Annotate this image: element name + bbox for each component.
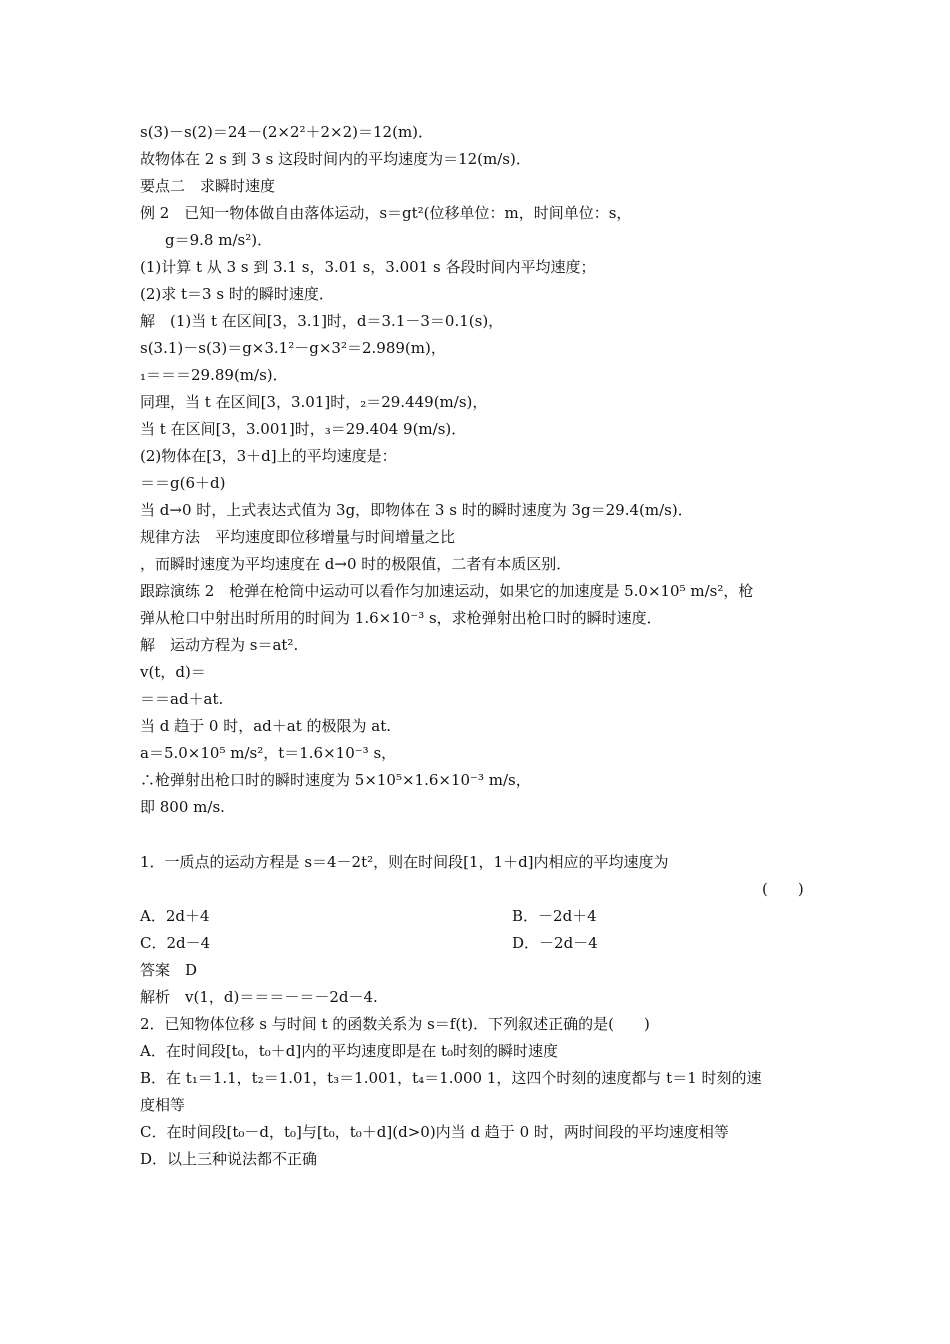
text-line: g＝9.8 m/s²)． <box>165 231 273 249</box>
text-line: 故物体在 2 s 到 3 s 这段时间内的平均速度为＝12(m/s)． <box>140 150 531 168</box>
practice-title: 跟踪演练 2 枪弹在枪筒中运动可以看作匀加速运动，如果它的加速度是 5.0×10⁵ m/s²，枪 <box>140 582 754 600</box>
answer-paren: ( ) <box>762 880 804 898</box>
text-line: 弹从枪口中射出时所用的时间为 1.6×10⁻³ s，求枪弹射出枪口时的瞬时速度． <box>140 609 662 627</box>
question-2: 2．已知物体位移 s 与时间 t 的函数关系为 s＝f(t)．下列叙述正确的是( ) <box>140 1015 650 1033</box>
text-line: ＝＝ad＋at. <box>140 690 224 708</box>
text-line: (2)求 t＝3 s 时的瞬时速度． <box>140 285 334 303</box>
section-heading: 要点二 求瞬时速度 <box>140 177 276 195</box>
option-a: A．在时间段[t₀，t₀＋d]内的平均速度即是在 t₀时刻的瞬时速度 <box>140 1042 559 1060</box>
text-line: 同理，当 t 在区间[3，3.01]时，₂＝29.449(m/s)， <box>140 393 488 411</box>
text-line: ，而瞬时速度为平均速度在 d→0 时的极限值，二者有本质区别． <box>140 555 572 573</box>
text-line: s(3)－s(2)＝24－(2×2²＋2×2)＝12(m)． <box>140 123 434 141</box>
text-line: v(t，d)＝ <box>140 663 206 681</box>
analysis-line: 解析 v(1，d)＝＝＝－＝－2d－4. <box>140 988 378 1006</box>
text-line: 即 800 m/s. <box>140 798 225 816</box>
text-line: 当 d 趋于 0 时，ad＋at 的极限为 at. <box>140 717 392 735</box>
method-heading: 规律方法 平均速度即位移增量与时间增量之比 <box>140 528 456 546</box>
answer-line: 答案 D <box>140 961 198 979</box>
question-1: 1．一质点的运动方程是 s＝4－2t²，则在时间段[1，1＋d]内相应的平均速度为 <box>140 853 669 871</box>
option-b: B．在 t₁＝1.1，t₂＝1.01，t₃＝1.001，t₄＝1.000 1，这四个时刻的速度都与 t＝1 时刻的速 <box>140 1069 762 1087</box>
text-line: ＝＝g(6＋d) <box>140 474 226 492</box>
option-d: D．以上三种说法都不正确 <box>140 1150 318 1168</box>
option-c: C．在时间段[t₀－d，t₀]与[t₀，t₀＋d](d>0)内当 d 趋于 0 时，两时间段的平均速度相等 <box>140 1123 729 1141</box>
option-d: D．－2d－4 <box>512 934 598 952</box>
text-line: ₁＝＝＝29.89(m/s)． <box>140 366 288 384</box>
text-line: s(3.1)－s(3)＝g×3.1²－g×3²＝2.989(m)， <box>140 339 446 357</box>
option-a: A．2d＋4 <box>140 907 210 925</box>
text-line: ∴枪弹射出枪口时的瞬时速度为 5×10⁵×1.6×10⁻³ m/s， <box>140 771 531 789</box>
example-title: 例 2 已知一物体做自由落体运动，s＝gt²(位移单位：m，时间单位：s， <box>140 204 632 222</box>
text-line: (1)计算 t 从 3 s 到 3.1 s，3.01 s，3.001 s 各段时间内平均速度； <box>140 258 596 276</box>
text-line: a＝5.0×10⁵ m/s²，t＝1.6×10⁻³ s， <box>140 744 397 762</box>
solution-line: 解 (1)当 t 在区间[3，3.1]时，d＝3.1－3＝0.1(s)， <box>140 312 504 330</box>
text-line: (2)物体在[3，3＋d]上的平均速度是： <box>140 447 397 465</box>
text-line: 当 d→0 时，上式表达式值为 3g，即物体在 3 s 时的瞬时速度为 3g＝29.4(m/s)． <box>140 501 693 519</box>
text-line: 当 t 在区间[3，3.001]时，₃＝29.404 9(m/s)． <box>140 420 467 438</box>
option-b-continued: 度相等 <box>140 1096 186 1114</box>
solution-line: 解 运动方程为 s＝at². <box>140 636 299 654</box>
option-c: C．2d－4 <box>140 934 211 952</box>
option-b: B．－2d＋4 <box>512 907 597 925</box>
